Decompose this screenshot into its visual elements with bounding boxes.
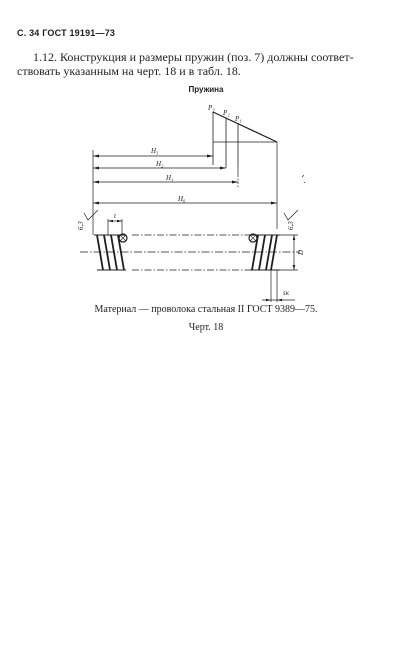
- label-p1: P₁: [235, 115, 242, 123]
- roughness-left-mark: [84, 210, 98, 220]
- figure-title: Пружина: [188, 85, 224, 94]
- label-p2: P₂: [223, 109, 230, 117]
- label-h0: H₀: [178, 195, 186, 203]
- spring-left-coils: [94, 235, 126, 270]
- label-h2: H₂: [156, 160, 164, 168]
- label-h1: H₁: [166, 174, 174, 182]
- label-sk: sк: [283, 289, 289, 297]
- paragraph-line-2: ствовать указанным на черт. 18 и в табл. 18.: [17, 64, 241, 78]
- label-rough-right: 6,3: [287, 221, 295, 230]
- figure-caption: Материал — проволока стальная II ГОСТ 9389—75.: [94, 304, 318, 315]
- paragraph-1-12: [17, 50, 395, 78]
- label-rough-left: 6,3: [77, 221, 85, 230]
- label-h3: H₃: [151, 147, 159, 155]
- page-header: С. 34 ГОСТ 19191—73: [17, 28, 116, 38]
- figure-number: Черт. 18: [188, 322, 224, 333]
- spring-drawing: [0, 95, 412, 305]
- roughness-right-mark: [284, 210, 298, 220]
- label-t: t: [114, 212, 116, 220]
- label-p3: P₃: [208, 104, 215, 112]
- spring-right-coils: [250, 235, 280, 270]
- label-d: D: [297, 249, 305, 255]
- paragraph-line-1: 1.12. Конструкция и размеры пружин (поз. 7) должны соответ-: [33, 50, 354, 64]
